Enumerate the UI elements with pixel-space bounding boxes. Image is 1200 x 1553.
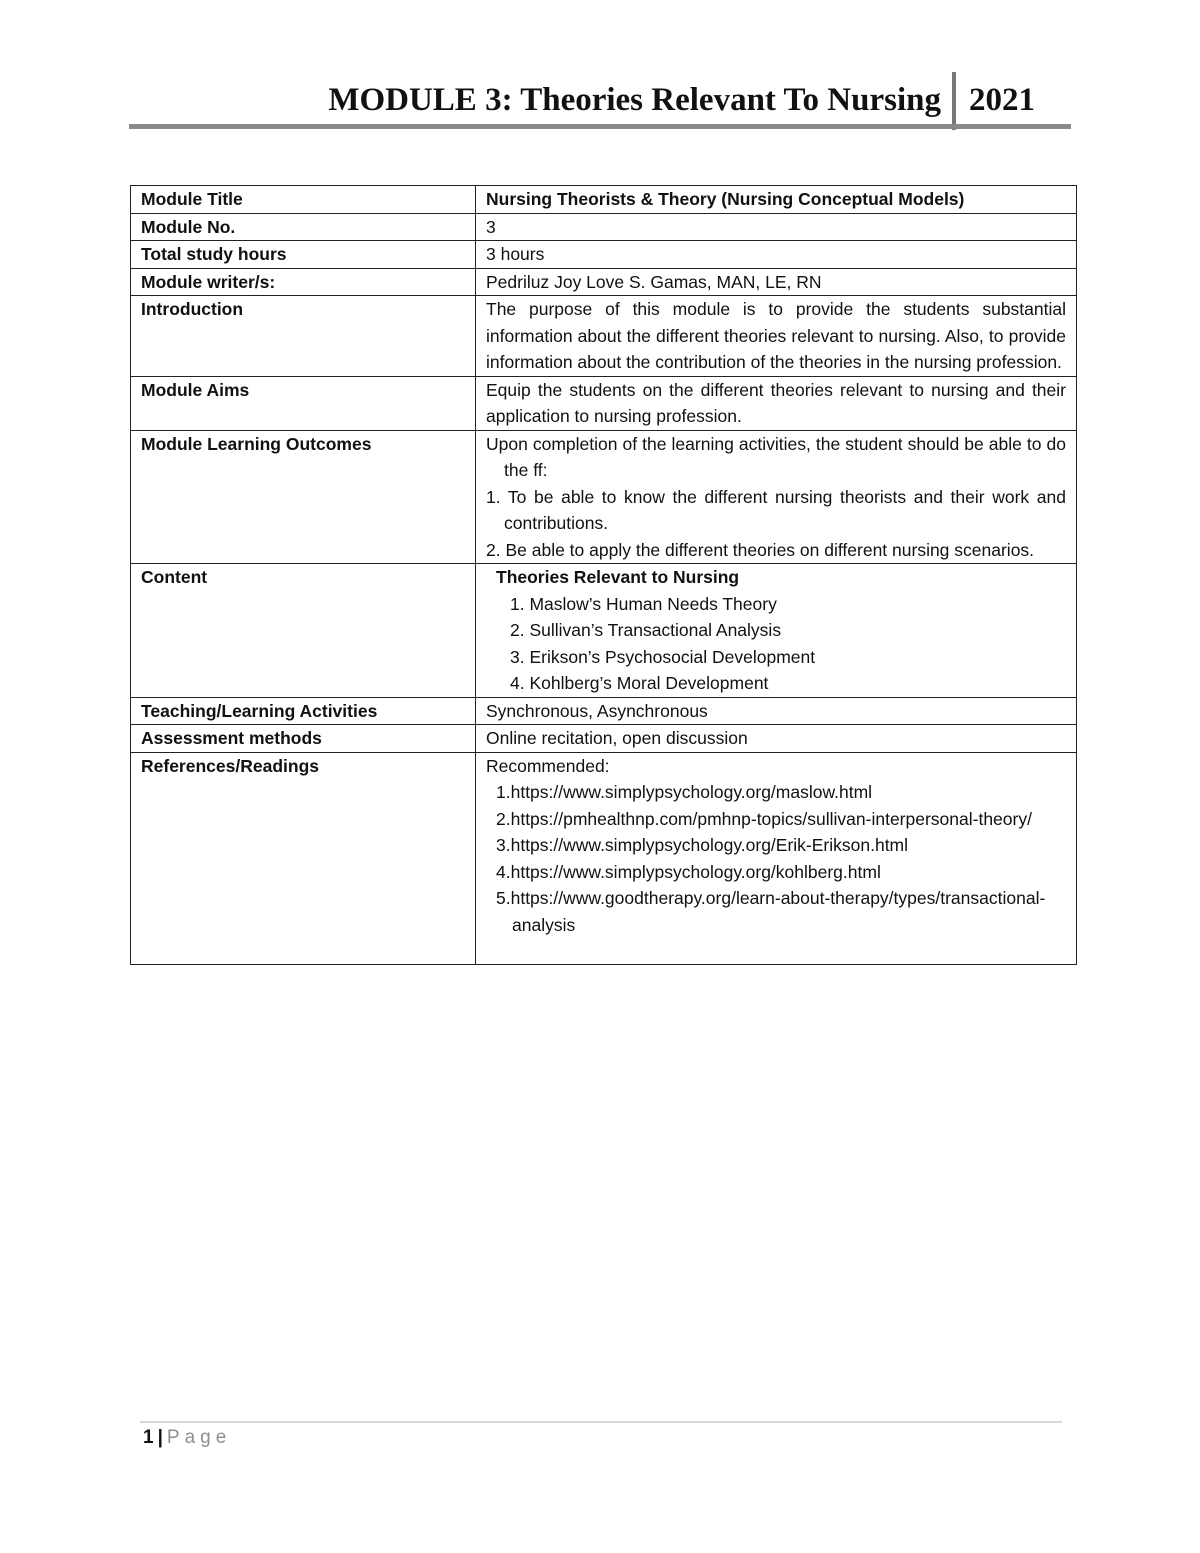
value-aims: Equip the students on the different theories relevant to nursing and their application to nursing profession. <box>476 376 1077 430</box>
reference-link[interactable]: 5.https://www.goodtherapy.org/learn-about-therapy/types/transactional-analysis <box>496 888 1046 935</box>
reference-link[interactable]: 1.https://www.simplypsychology.org/maslow.html <box>496 782 873 802</box>
content-heading: Theories Relevant to Nursing <box>496 567 740 587</box>
value-outcomes <box>476 430 1077 564</box>
references-intro: Recommended: <box>486 755 610 776</box>
label-aims: Module Aims <box>131 376 476 430</box>
reference-link[interactable]: 2.https://pmhealthnp.com/pmhnp-topics/sullivan-interpersonal-theory/ <box>496 808 1032 829</box>
label-references: References/Readings <box>131 752 476 965</box>
reference-link[interactable]: 4.https://www.simplypsychology.org/kohlberg.html <box>496 861 881 882</box>
content-item: 4. Kohlberg’s Moral Development <box>510 673 769 693</box>
label-writer: Module writer/s: <box>131 268 476 296</box>
reference-link[interactable]: 3.https://www.simplypsychology.org/Erik-Erikson.html <box>496 835 909 855</box>
row-module-no <box>131 213 1077 241</box>
content-item: 3. Erikson’s Psychosocial Development <box>510 646 816 667</box>
row-introduction <box>131 296 1077 377</box>
row-content <box>131 564 1077 698</box>
label-activities: Teaching/Learning Activities <box>131 697 476 725</box>
value-module-title: Nursing Theorists & Theory (Nursing Conceptual Models) <box>476 186 1077 214</box>
label-module-title: Module Title <box>131 186 476 214</box>
row-assessment <box>131 725 1077 753</box>
value-content <box>476 564 1077 698</box>
row-study-hours <box>131 241 1077 269</box>
value-writer: Pedriluz Joy Love S. Gamas, MAN, LE, RN <box>476 268 1077 296</box>
page-label: Page <box>166 1427 232 1448</box>
outcome-item: 1. To be able to know the different nursing theorists and their work and contributions. <box>486 486 1066 533</box>
row-aims <box>131 376 1077 430</box>
label-study-hours: Total study hours <box>131 241 476 269</box>
value-references <box>476 752 1077 965</box>
outcome-item: 2. Be able to apply the different theories on different nursing scenarios. <box>486 539 1035 560</box>
header-separator <box>952 72 956 130</box>
label-assessment: Assessment methods <box>131 725 476 753</box>
content-item: 1. Maslow’s Human Needs Theory <box>510 593 777 614</box>
module-info-table <box>130 185 1077 965</box>
outcomes-intro: Upon completion of the learning activities, the student should be able to do the ff: <box>486 433 1066 480</box>
footer-rule <box>140 1421 1062 1423</box>
value-module-no: 3 <box>476 213 1077 241</box>
value-introduction: The purpose of this module is to provide the students substantial information about the different theories relevant to nursing. Also, to provide information about the contribution of the theories in the nursing profession. <box>476 296 1077 377</box>
row-module-title <box>131 186 1077 214</box>
label-outcomes: Module Learning Outcomes <box>131 430 476 564</box>
label-module-no: Module No. <box>131 213 476 241</box>
value-study-hours: 3 hours <box>476 241 1077 269</box>
header-rule <box>129 124 1071 129</box>
row-activities <box>131 697 1077 725</box>
page-number: 1 <box>143 1427 154 1448</box>
row-writer <box>131 268 1077 296</box>
row-outcomes <box>131 430 1077 564</box>
content-item: 2. Sullivan’s Transactional Analysis <box>510 620 782 640</box>
references-spacer <box>486 938 1066 964</box>
page-header <box>129 68 1071 128</box>
row-references <box>131 752 1077 965</box>
page-footer <box>143 1427 231 1449</box>
label-introduction: Introduction <box>131 296 476 377</box>
header-title: MODULE 3: Theories Relevant To Nursing <box>328 82 941 118</box>
value-activities: Synchronous, Asynchronous <box>476 697 1077 725</box>
page-separator: | <box>157 1427 163 1448</box>
value-assessment: Online recitation, open discussion <box>476 725 1077 753</box>
label-content: Content <box>131 564 476 698</box>
header-year: 2021 <box>969 82 1035 118</box>
